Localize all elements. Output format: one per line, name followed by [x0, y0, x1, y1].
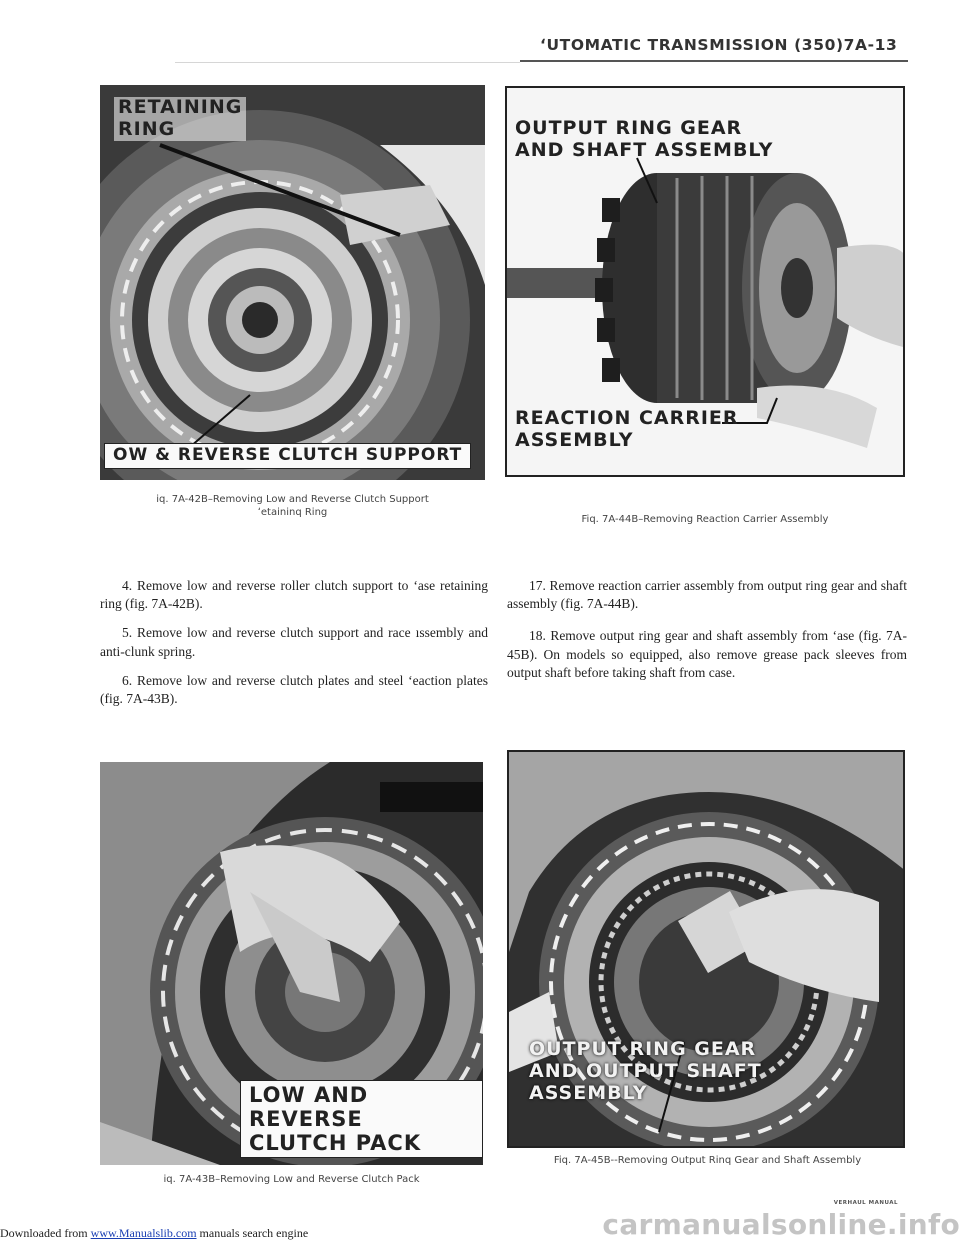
photo-fig-7a-44b — [505, 86, 905, 477]
photo-fig-7a-42b — [100, 85, 485, 480]
callout-retaining-ring: RETAINING RING — [114, 97, 246, 141]
download-prefix: Downloaded from — [0, 1226, 91, 1240]
callout-low-reverse-clutch-pack: LOW AND REVERSE CLUTCH PACK — [240, 1080, 483, 1158]
step-5: 5. Remove low and reverse clutch support and race ıssembly and anti-clunk spring. — [100, 625, 488, 659]
caption-fig-7a-42b: iq. 7A-42B–Removing Low and Reverse Clutch Support ʻetaininq Ring — [156, 494, 429, 518]
callout-reaction-carrier: REACTION CARRIER ASSEMBLY — [515, 407, 739, 451]
callout-low-reverse-clutch-support: OW & REVERSE CLUTCH SUPPORT — [104, 443, 471, 469]
text-column-right — [507, 577, 907, 693]
photo-fig-7a-43b — [100, 762, 483, 1165]
manualslib-link[interactable]: www.Manualslib.com — [90, 1226, 197, 1240]
step-6: 6. Remove low and reverse clutch plates and steel ʻeaction plates (fig. 7A-43B). — [100, 672, 488, 707]
clutch-support-illustration — [100, 85, 485, 480]
caption-fig-7a-45b: Fiq. 7A-45B--Removing Output Rinq Gear and Shaft Assembly — [553, 1155, 862, 1166]
caption-fig-7a-44b: Fiq. 7A-44B–Removing Reaction Carrier Assembly — [581, 514, 829, 525]
photo-fig-7a-45b — [507, 750, 905, 1148]
header-rule — [520, 60, 908, 62]
footer-manual-note: VERHAUL MANUAL — [833, 1200, 898, 1206]
step-4: 4. Remove low and reverse roller clutch support to ʻase retaining ring (fig. 7A-42B). — [100, 578, 488, 612]
page-header-title: ʻUTOMATIC TRANSMISSION (350)7A-13 — [540, 36, 898, 54]
callout-output-ring-gear-shaft: OUTPUT RING GEAR AND OUTPUT SHAFT ASSEMBLY — [529, 1038, 762, 1104]
callout-output-ring-gear: OUTPUT RING GEAR AND SHAFT ASSEMBLY — [515, 117, 774, 161]
caption-fig-7a-43b: iq. 7A-43B–Removing Low and Reverse Clutch Pack — [163, 1174, 420, 1185]
download-notice — [0, 1226, 308, 1241]
download-suffix: manuals search engine — [196, 1226, 309, 1240]
header-rule-faint — [175, 62, 520, 63]
step-17: 17. Remove reaction carrier assembly from output ring gear and shaft assembly (fig. 7A-44B). — [507, 578, 907, 612]
site-watermark: carmanualsonline.info — [602, 1208, 960, 1241]
step-18: 18. Remove output ring gear and shaft assembly from ʻase (fig. 7A-45B). On models so equipped, also remove grease pack sleeves from output shaft before taking shaft from case. — [507, 628, 907, 680]
text-column-left — [100, 577, 488, 719]
